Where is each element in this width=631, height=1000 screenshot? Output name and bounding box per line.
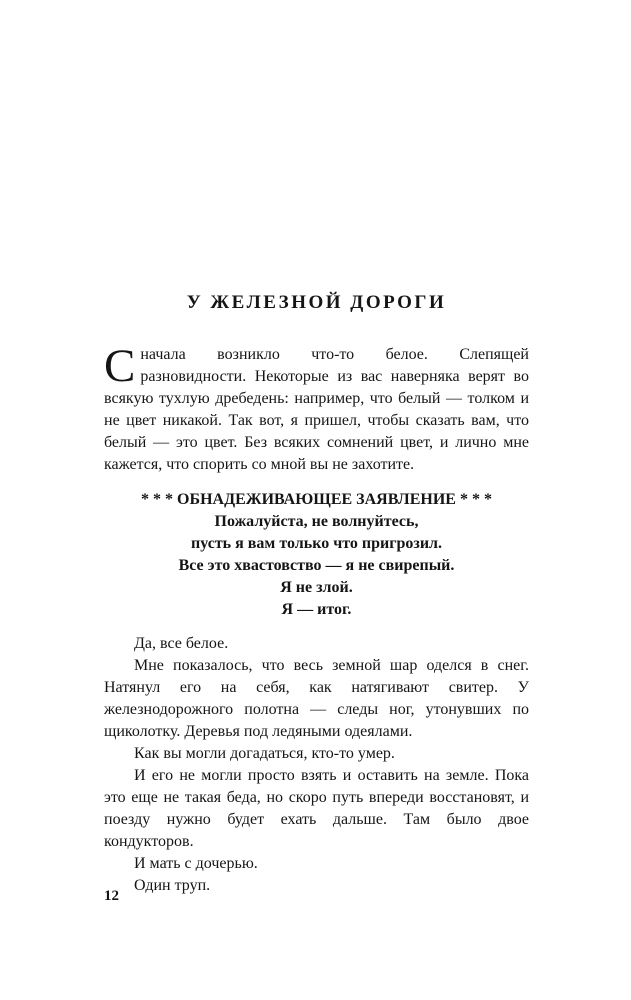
announcement-line: Все это хвастовство — я не свирепый.	[178, 557, 455, 574]
lead-paragraph	[104, 340, 529, 476]
page-number: 12	[104, 888, 119, 904]
announcement-heading: * * * ОБНАДЕЖИВАЮЩЕЕ ЗАЯВЛЕНИЕ * * *	[141, 491, 492, 508]
announcement-line: пусть я вам только что пригрозил.	[190, 535, 443, 552]
body-paragraph: И его не могли просто взять и оставить на земле. Пока это еще не такая беда, но скоро путь впереди восстановят, и поезду нужно будет ехать дальше. Там было двое кондукторов.	[104, 767, 529, 850]
drop-cap: С	[104, 340, 136, 392]
body-paragraph: И мать с дочерью.	[134, 855, 258, 872]
announcement-line: Я не злой.	[280, 579, 353, 596]
announcement-line: Пожалуйста, не волнуйтесь,	[214, 513, 419, 530]
announcement-block	[104, 489, 529, 621]
body-paragraph: Один труп.	[134, 877, 211, 894]
body-paragraph: Да, все белое.	[134, 635, 229, 652]
body-paragraph: Мне показалось, что весь земной шар оделся в снег. Натянул его на себя, как натягивают свитер. У железнодорожного полотна — следы ног, утонувших по щиколотку. Деревья под ледяными одеялами.	[104, 657, 529, 740]
text-column	[104, 292, 529, 897]
chapter-title: У ЖЕЛЕЗНОЙ ДОРОГИ	[186, 292, 447, 313]
lead-paragraph-text: начала возникло что-то белое. Слепящей разновидности. Некоторые из вас наверняка верят во всякую тухлую дребедень: например, что белый — толком и не цвет никакой. Так вот, я пришел, чтобы сказать вам, что белый — это цвет. Без всяких сомнений цвет, и лично мне кажется, что спорить со мной вы не захотите.	[104, 346, 529, 473]
announcement-line: Я — итог.	[281, 601, 352, 618]
body-paragraph: Как вы могли догадаться, кто-то умер.	[134, 745, 395, 762]
